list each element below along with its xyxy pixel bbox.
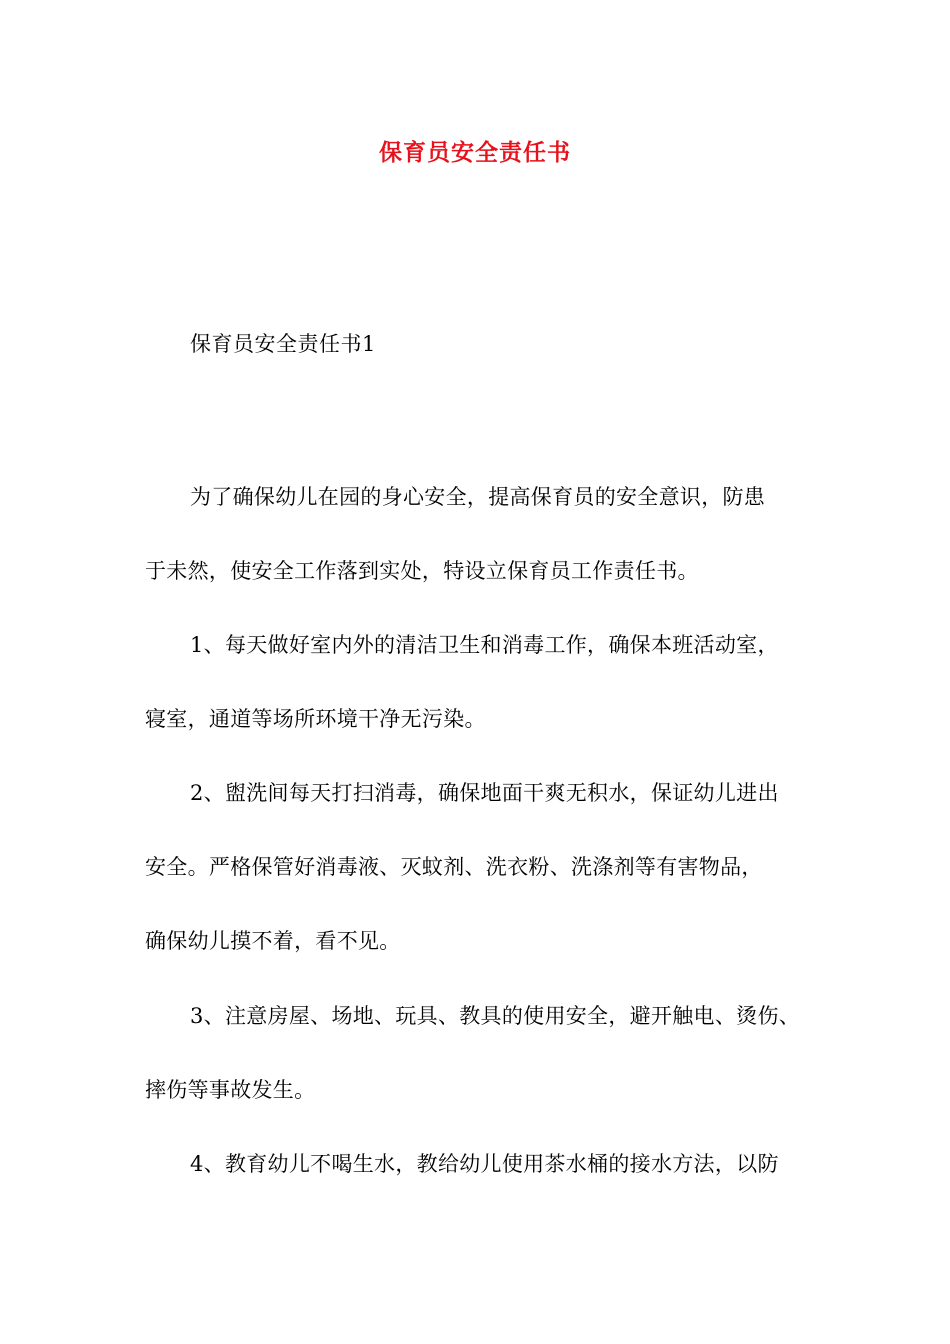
paragraph-line: 摔伤等事故发生。	[145, 1078, 316, 1102]
paragraph-line: 3、注意房屋、场地、玩具、教具的使用安全，避开触电、烫伤、	[190, 1004, 801, 1028]
document-title: 保育员安全责任书	[379, 139, 571, 166]
paragraph-line: 2、盥洗间每天打扫消毒，确保地面干爽无积水，保证幼儿进出	[190, 781, 779, 805]
paragraph-line: 于未然，使安全工作落到实处，特设立保育员工作责任书。	[145, 559, 699, 583]
paragraph-line: 安全。严格保管好消毒液、灭蚊剂、洗衣粉、洗涤剂等有害物品，	[145, 855, 763, 879]
section-heading: 保育员安全责任书1	[190, 332, 376, 356]
paragraph-line: 确保幼儿摸不着，看不见。	[145, 929, 401, 953]
paragraph-line: 4、教育幼儿不喝生水，教给幼儿使用茶水桶的接水方法，以防	[190, 1152, 779, 1176]
paragraph-line: 1、每天做好室内外的清洁卫生和消毒工作，确保本班活动室，	[190, 633, 779, 657]
paragraph-line: 寝室，通道等场所环境干净无污染。	[145, 707, 486, 731]
paragraph-line: 为了确保幼儿在园的身心安全，提高保育员的安全意识，防患	[190, 485, 766, 509]
